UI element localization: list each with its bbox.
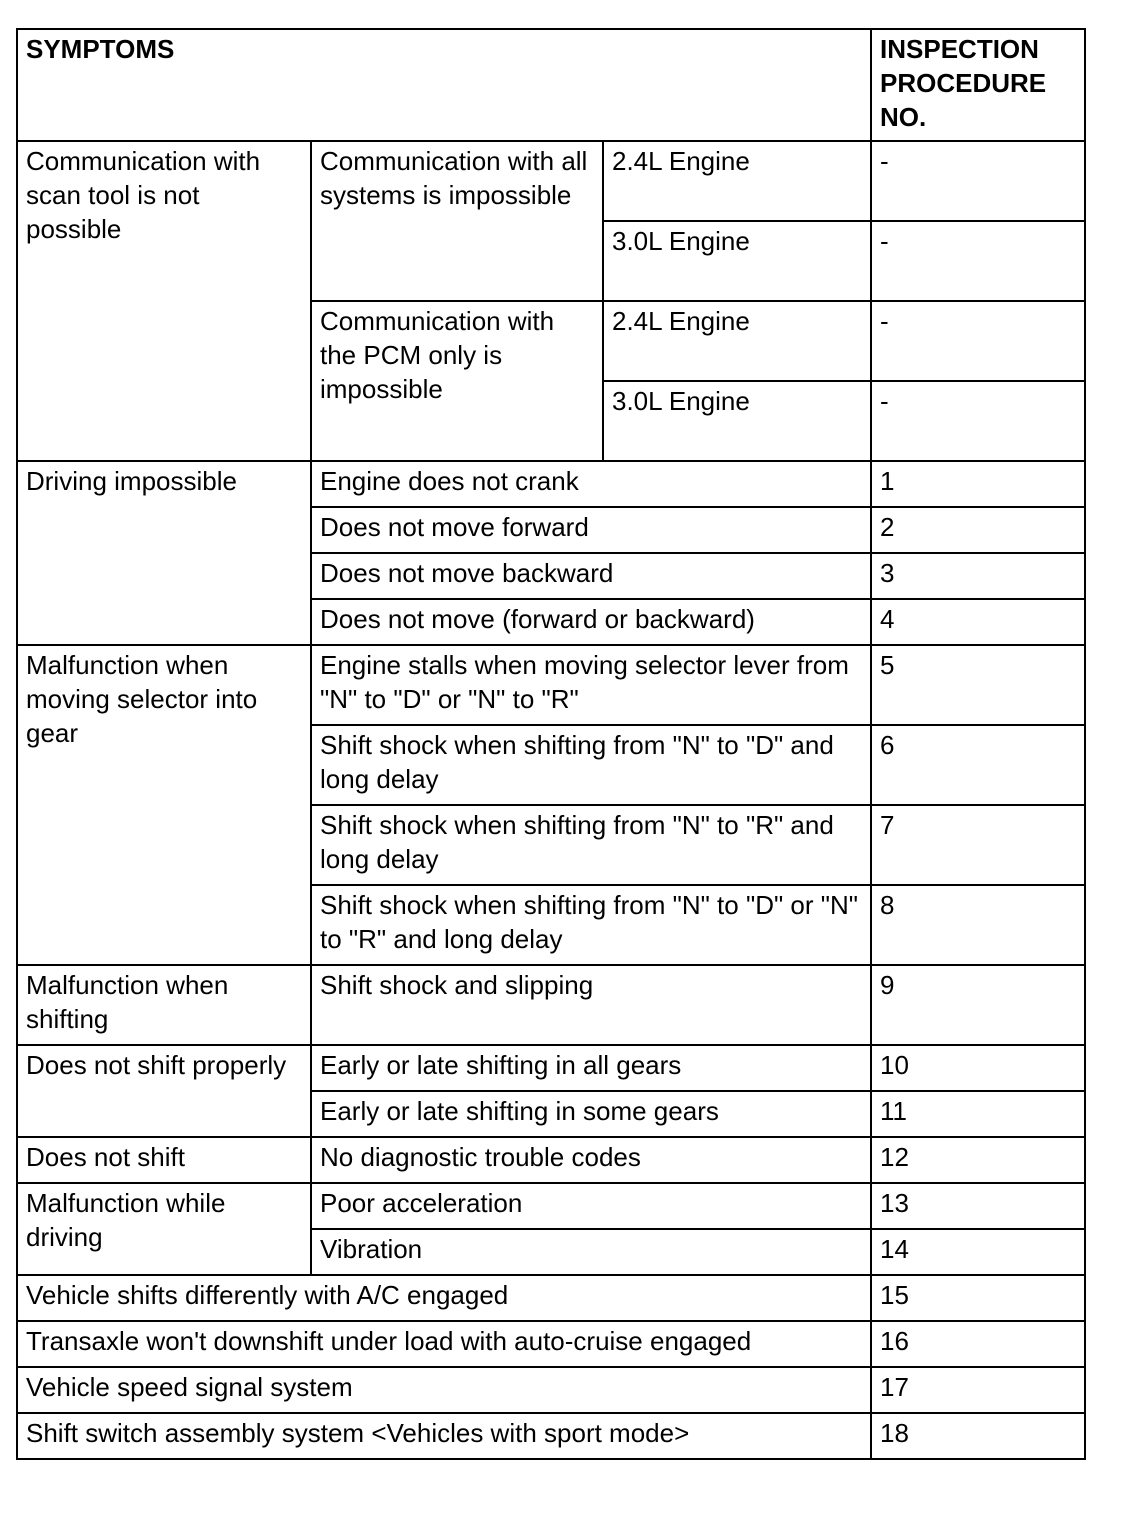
- procedure-no: 13: [871, 1183, 1085, 1229]
- sub-all-systems: Communication with all systems is impossible: [311, 141, 603, 301]
- description-cell: Vehicle shifts differently with A/C engaged: [17, 1275, 871, 1321]
- table-row: [17, 1183, 1085, 1229]
- table-row: [17, 1413, 1085, 1459]
- header-symptoms: SYMPTOMS: [17, 29, 871, 141]
- description-cell: Does not move (forward or backward): [311, 599, 871, 645]
- table-row: [17, 1367, 1085, 1413]
- symptom-table: [16, 28, 1086, 1460]
- engine-cell: 3.0L Engine: [603, 221, 871, 301]
- description-cell: Engine stalls when moving selector lever from "N" to "D" or "N" to "R": [311, 645, 871, 725]
- description-cell: Shift switch assembly system <Vehicles with sport mode>: [17, 1413, 871, 1459]
- header-row: [17, 29, 1085, 141]
- procedure-no: 11: [871, 1091, 1085, 1137]
- procedure-no: 10: [871, 1045, 1085, 1091]
- procedure-no: 6: [871, 725, 1085, 805]
- description-cell: Transaxle won't downshift under load with auto-cruise engaged: [17, 1321, 871, 1367]
- procedure-no: 18: [871, 1413, 1085, 1459]
- symptom-not-shift-properly: Does not shift properly: [17, 1045, 311, 1137]
- sub-pcm-only: Communication with the PCM only is impossible: [311, 301, 603, 461]
- description-cell: Does not move backward: [311, 553, 871, 599]
- procedure-no: 12: [871, 1137, 1085, 1183]
- symptom-driving-impossible: Driving impossible: [17, 461, 311, 645]
- engine-cell: 2.4L Engine: [603, 141, 871, 221]
- description-cell: Shift shock when shifting from "N" to "D" and long delay: [311, 725, 871, 805]
- procedure-no: 16: [871, 1321, 1085, 1367]
- description-cell: Shift shock when shifting from "N" to "R" and long delay: [311, 805, 871, 885]
- description-cell: Early or late shifting in some gears: [311, 1091, 871, 1137]
- procedure-no: 4: [871, 599, 1085, 645]
- procedure-no: 5: [871, 645, 1085, 725]
- procedure-no: 7: [871, 805, 1085, 885]
- table-row: [17, 1137, 1085, 1183]
- table-row: [17, 141, 1085, 221]
- table-row: [17, 1321, 1085, 1367]
- symptom-does-not-shift: Does not shift: [17, 1137, 311, 1183]
- procedure-no: -: [871, 381, 1085, 461]
- table-row: [17, 1275, 1085, 1321]
- table-row: [17, 645, 1085, 725]
- description-cell: Engine does not crank: [311, 461, 871, 507]
- procedure-no: -: [871, 301, 1085, 381]
- engine-cell: 2.4L Engine: [603, 301, 871, 381]
- description-cell: Vibration: [311, 1229, 871, 1275]
- procedure-no: 8: [871, 885, 1085, 965]
- table-row: [17, 461, 1085, 507]
- procedure-no: 1: [871, 461, 1085, 507]
- description-cell: No diagnostic trouble codes: [311, 1137, 871, 1183]
- description-cell: Shift shock and slipping: [311, 965, 871, 1045]
- symptom-communication: Communication with scan tool is not possible: [17, 141, 311, 461]
- engine-cell: 3.0L Engine: [603, 381, 871, 461]
- description-cell: Shift shock when shifting from "N" to "D" or "N" to "R" and long delay: [311, 885, 871, 965]
- header-inspection-no: INSPECTION PROCEDURE NO.: [871, 29, 1085, 141]
- symptom-while-driving: Malfunction while driving: [17, 1183, 311, 1275]
- procedure-no: 9: [871, 965, 1085, 1045]
- procedure-no: 17: [871, 1367, 1085, 1413]
- description-cell: Poor acceleration: [311, 1183, 871, 1229]
- procedure-no: -: [871, 141, 1085, 221]
- symptom-selector-into-gear: Malfunction when moving selector into gear: [17, 645, 311, 965]
- procedure-no: 3: [871, 553, 1085, 599]
- procedure-no: -: [871, 221, 1085, 301]
- description-cell: Does not move forward: [311, 507, 871, 553]
- table-row: [17, 965, 1085, 1045]
- procedure-no: 14: [871, 1229, 1085, 1275]
- procedure-no: 15: [871, 1275, 1085, 1321]
- symptom-when-shifting: Malfunction when shifting: [17, 965, 311, 1045]
- procedure-no: 2: [871, 507, 1085, 553]
- description-cell: Vehicle speed signal system: [17, 1367, 871, 1413]
- table-row: [17, 1045, 1085, 1091]
- description-cell: Early or late shifting in all gears: [311, 1045, 871, 1091]
